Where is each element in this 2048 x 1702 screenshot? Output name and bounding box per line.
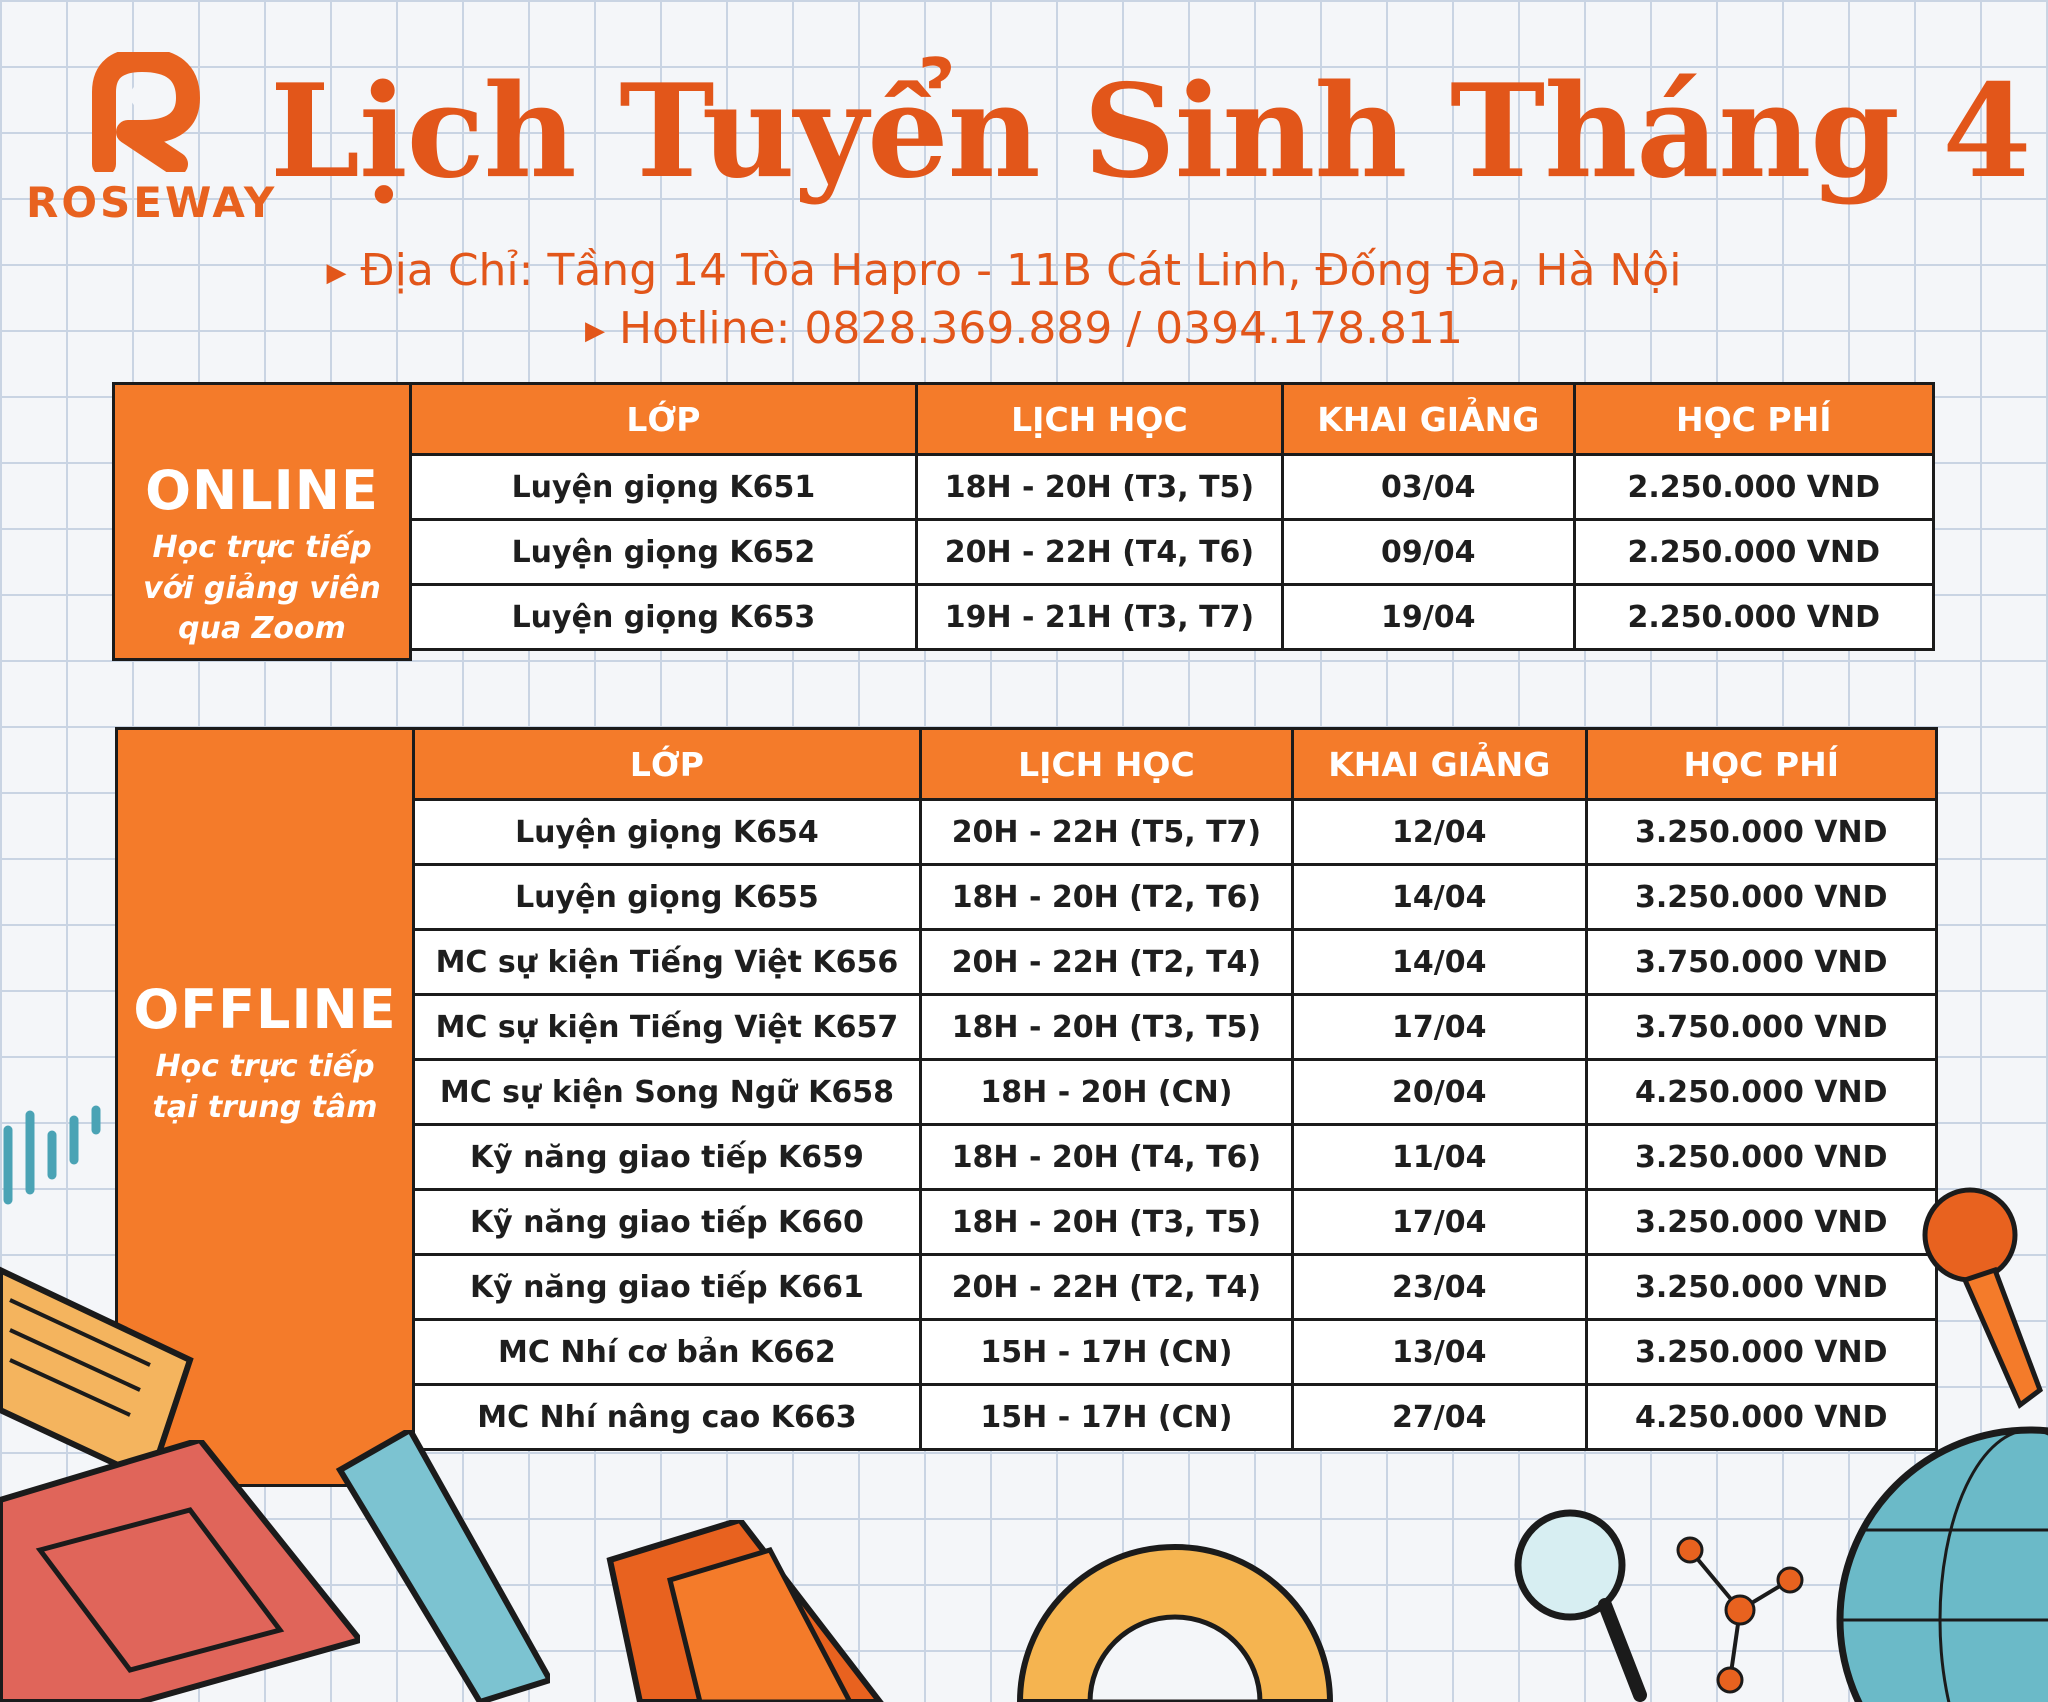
page-title: Lịch Tuyển Sinh Tháng 4 [270, 57, 2031, 207]
table-row [414, 995, 1937, 1060]
fee-cell: 2.250.000 VND [1574, 585, 1933, 650]
table-header-row [414, 729, 1937, 800]
brand-logo [26, 52, 278, 227]
fee-cell: 3.250.000 VND [1586, 1320, 1937, 1385]
play-arrow-icon: ▶ [326, 258, 347, 288]
protractor-icon [1010, 1480, 1340, 1702]
schedule-cell: 20H - 22H (T2, T4) [920, 930, 1292, 995]
class-name-cell: Kỹ năng giao tiếp K659 [414, 1125, 921, 1190]
col-header-schedule: LỊCH HỌC [916, 384, 1282, 455]
fee-cell: 3.750.000 VND [1586, 995, 1937, 1060]
offline-subtitle [118, 1047, 412, 1128]
online-subtitle [115, 528, 409, 650]
start-date-cell: 11/04 [1293, 1125, 1587, 1190]
start-date-cell: 17/04 [1293, 1190, 1587, 1255]
table-row [414, 1060, 1937, 1125]
class-name-cell: Luyện giọng K655 [414, 865, 921, 930]
col-header-class: LỚP [414, 729, 921, 800]
online-panel [112, 382, 412, 661]
roseway-logo-icon [76, 52, 206, 172]
start-date-cell: 17/04 [1293, 995, 1587, 1060]
address-text: Địa Chỉ: Tầng 14 Tòa Hapro - 11B Cát Linh, Đống Đa, Hà Nội [360, 245, 1682, 296]
start-date-cell: 09/04 [1283, 520, 1575, 585]
fee-cell: 2.250.000 VND [1574, 455, 1933, 520]
offline-schedule-table [412, 727, 1938, 1451]
table-row [411, 455, 1934, 520]
class-name-cell: Kỹ năng giao tiếp K661 [414, 1255, 921, 1320]
col-header-schedule: LỊCH HỌC [920, 729, 1292, 800]
col-header-class: LỚP [411, 384, 917, 455]
class-name-cell: MC Nhí nâng cao K663 [414, 1385, 921, 1450]
schedule-cell: 18H - 20H (CN) [920, 1060, 1292, 1125]
notebook-icon [580, 1520, 900, 1702]
sound-wave-icon [0, 1090, 120, 1210]
class-name-cell: Luyện giọng K654 [414, 800, 921, 865]
microphone-icon [1915, 1180, 2048, 1420]
offline-subtitle-line: tại trung tâm [152, 1089, 378, 1125]
fee-cell: 3.250.000 VND [1586, 1125, 1937, 1190]
hotline-text: Hotline: 0828.369.889 / 0394.178.811 [618, 303, 1464, 354]
schedule-cell: 18H - 20H (T4, T6) [920, 1125, 1292, 1190]
schedule-cell: 15H - 17H (CN) [920, 1320, 1292, 1385]
start-date-cell: 13/04 [1293, 1320, 1587, 1385]
table-row [414, 1125, 1937, 1190]
fee-cell: 4.250.000 VND [1586, 1060, 1937, 1125]
schedule-cell: 15H - 17H (CN) [920, 1385, 1292, 1450]
table-header-row [411, 384, 1934, 455]
magnifier-icon [1510, 1505, 1650, 1702]
class-name-cell: MC Nhí cơ bản K662 [414, 1320, 921, 1385]
schedule-cell: 18H - 20H (T3, T5) [920, 1190, 1292, 1255]
schedule-cell: 18H - 20H (T3, T5) [916, 455, 1282, 520]
start-date-cell: 19/04 [1283, 585, 1575, 650]
schedule-cell: 18H - 20H (T2, T6) [920, 865, 1292, 930]
molecule-icon [1660, 1520, 1810, 1702]
schedule-cell: 20H - 22H (T4, T6) [916, 520, 1282, 585]
start-date-cell: 23/04 [1293, 1255, 1587, 1320]
address-line [0, 245, 2028, 296]
class-name-cell: MC sự kiện Tiếng Việt K657 [414, 995, 921, 1060]
class-name-cell: MC sự kiện Song Ngữ K658 [414, 1060, 921, 1125]
start-date-cell: 27/04 [1293, 1385, 1587, 1450]
start-date-cell: 20/04 [1293, 1060, 1587, 1125]
fee-cell: 3.250.000 VND [1586, 1190, 1937, 1255]
table-row [411, 585, 1934, 650]
col-header-fee: HỌC PHÍ [1586, 729, 1937, 800]
schedule-cell: 19H - 21H (T3, T7) [916, 585, 1282, 650]
fee-cell: 2.250.000 VND [1574, 520, 1933, 585]
col-header-fee: HỌC PHÍ [1574, 384, 1933, 455]
table-row [414, 1320, 1937, 1385]
schedule-cell: 20H - 22H (T2, T4) [920, 1255, 1292, 1320]
fee-cell: 3.250.000 VND [1586, 865, 1937, 930]
class-name-cell: MC sự kiện Tiếng Việt K656 [414, 930, 921, 995]
table-row [414, 930, 1937, 995]
offline-subtitle-line: Học trực tiếp [155, 1049, 375, 1084]
schedule-cell: 18H - 20H (T3, T5) [920, 995, 1292, 1060]
class-name-cell: Luyện giọng K651 [411, 455, 917, 520]
start-date-cell: 12/04 [1293, 800, 1587, 865]
globe-icon [1800, 1420, 2048, 1702]
book-icon [0, 1440, 360, 1702]
online-subtitle-line: với giảng viên [143, 570, 381, 606]
class-name-cell: Luyện giọng K652 [411, 520, 917, 585]
table-row [414, 1190, 1937, 1255]
online-schedule-table [409, 382, 1935, 651]
fee-cell: 3.250.000 VND [1586, 1255, 1937, 1320]
online-subtitle-line: qua Zoom [178, 611, 346, 646]
offline-title: OFFLINE [133, 978, 397, 1041]
start-date-cell: 14/04 [1293, 865, 1587, 930]
table-row [414, 1255, 1937, 1320]
table-row [414, 1385, 1937, 1450]
table-row [414, 865, 1937, 930]
start-date-cell: 03/04 [1283, 455, 1575, 520]
fee-cell: 3.250.000 VND [1586, 800, 1937, 865]
start-date-cell: 14/04 [1293, 930, 1587, 995]
ruler-icon [320, 1430, 550, 1702]
fee-cell: 3.750.000 VND [1586, 930, 1937, 995]
col-header-start-date: KHAI GIẢNG [1283, 384, 1575, 455]
play-arrow-icon: ▶ [584, 316, 605, 346]
table-row [411, 520, 1934, 585]
class-name-cell: Luyện giọng K653 [411, 585, 917, 650]
online-title: ONLINE [145, 459, 379, 522]
fee-cell: 4.250.000 VND [1586, 1385, 1937, 1450]
hotline-line [0, 303, 2048, 354]
col-header-start-date: KHAI GIẢNG [1293, 729, 1587, 800]
online-subtitle-line: Học trực tiếp [152, 530, 372, 565]
brand-name: ROSEWAY [26, 178, 278, 227]
schedule-cell: 20H - 22H (T5, T7) [920, 800, 1292, 865]
class-name-cell: Kỹ năng giao tiếp K660 [414, 1190, 921, 1255]
table-row [414, 800, 1937, 865]
